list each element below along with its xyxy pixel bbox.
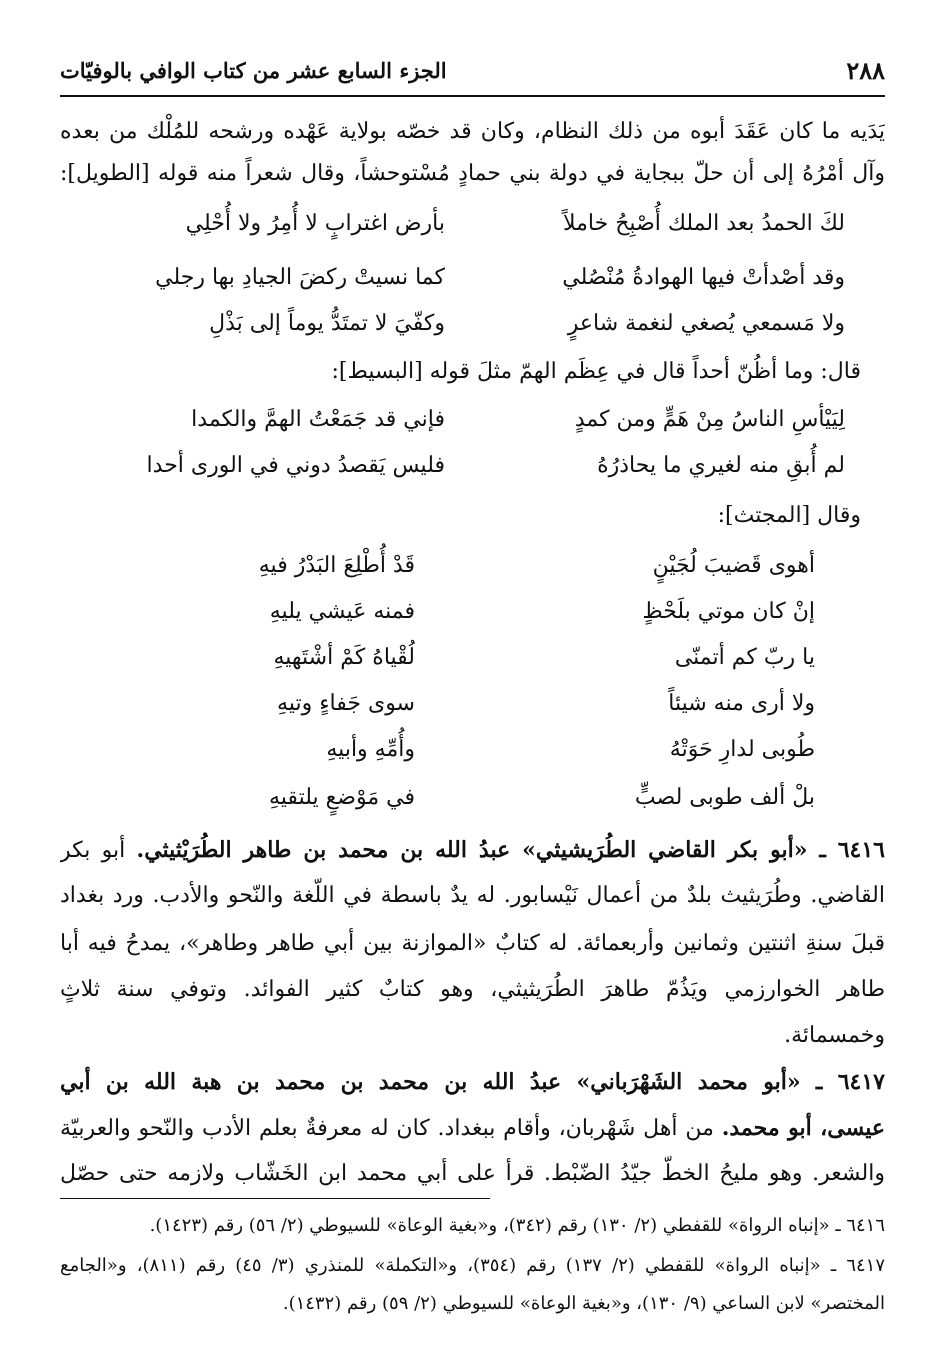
verse-first-hemistich: يا ربّ كم أتمنّى (674, 645, 815, 670)
verse-second-hemistich: فإني قد جَمَعْتُ الهمَّ والكمدا (191, 407, 445, 432)
header-rule (60, 95, 885, 97)
verse-line (60, 204, 885, 244)
page-number: ٢٨٨ (846, 56, 885, 85)
verse-second-hemistich: كما نسيتْ ركضَ الجيادِ بها رجلي (155, 265, 445, 290)
verse-first-hemistich: بلْ ألف طوبى لصبٍّ (634, 785, 815, 810)
verse-second-hemistich: قَدْ أُطْلِعَ البَدْرُ فيهِ (258, 553, 415, 578)
footnote-rule (60, 1198, 490, 1199)
footnote: المختصر» لابن الساعي (٩/ ١٣٠)، و«بغية الوعاة» للسيوطي (٢/ ٥٩) رقم (١٤٣٢). (282, 1293, 885, 1314)
body-line: وخمسمائة. (784, 1023, 885, 1048)
body-line: وقال [المجتث]: (717, 503, 861, 528)
verse-line (60, 446, 885, 486)
body-line: قال: وما أظُنّ أحداً قال في عِظَم الهمّ مثلَ قوله [البسيط]: (331, 359, 861, 384)
verse-line (60, 592, 885, 632)
verse-first-hemistich: لم أُبقِ منه لغيري ما يحاذرُهُ (597, 453, 845, 478)
verse-first-hemistich: طُوبى لدارِ حَوَتْهُ (669, 737, 815, 762)
verse-first-hemistich: أهوى قَضيبَ لُجَيْنٍ (652, 553, 815, 578)
verse-line (60, 400, 885, 440)
verse-second-hemistich: وأُمِّهِ وأبيهِ (326, 737, 415, 762)
verse-second-hemistich: وكفّيَ لا تمتَدُّ يوماً إلى بَذْلِ (209, 311, 445, 336)
running-title: الجزء السابع عشر من كتاب الوافي بالوفيّات (60, 58, 447, 83)
verse-line (60, 546, 885, 586)
entry-heading-line (60, 1062, 885, 1103)
body-line: والشعر. وهو مليحُ الخطّ جيّدُ الضّبْط. قرأ على أبي محمد ابن الخَشّاب ولازمه حتى حصّل (60, 1161, 885, 1186)
verse-second-hemistich: لُقْياهُ كَمْ أشْتَهيهِ (273, 645, 415, 670)
verse-second-hemistich: سوى جَفاءٍ وتيهِ (277, 691, 415, 716)
verse-second-hemistich: فمنه عَيشي يليهِ (269, 599, 415, 624)
verse-line (60, 304, 885, 344)
body-line: يَدَيه ما كان عَقَدَ أبوه من ذلك النظام، وكان قد خصّه بولاية عَهْده ورشحه للمُلْك من بعده (60, 119, 885, 144)
body-line: طاهر الخوارزمي ويَذُمّ طاهرَ الطُرَيثيثي، وهو كتابٌ كثير الفوائد. وتوفي سنة ثلاثٍ (60, 977, 885, 1002)
body-line (60, 1108, 885, 1149)
running-header (60, 52, 885, 96)
verse-first-hemistich: إنْ كان موتي بلَحْظٍ (642, 599, 815, 624)
verse-line (60, 258, 885, 298)
body-line: وآل أمْرُهُ إلى أن حلّ ببجاية في دولة بني حمادٍ مُسْتوحشاً، وقال شعراً منه قوله [الطويل]: (60, 161, 885, 186)
verse-second-hemistich: بأرض اغترابٍ لا أُمِرُ ولا أُحْلِي (185, 211, 445, 236)
entry-text: أبو بكر (60, 838, 126, 863)
body-line: قبلَ سنةِ اثنتين وثمانين وأربعمائة. له كتابٌ «الموازنة بين أبي طاهر وطاهر»، يمدحُ فيه أبا (60, 931, 885, 956)
verse-first-hemistich: لكَ الحمدُ بعد الملك أُصْبِحُ خاملاً (563, 211, 845, 236)
footnote: ٦٤١٦ ـ «إنباه الرواة» للقفطي (٢/ ١٣٠) رقم (٣٤٢)، و«بغية الوعاة» للسيوطي (٢/ ٥٦) رقم (١٤٢٣). (149, 1215, 885, 1236)
entry-lead: ٦٤١٦ ـ «أبو بكر القاضي الطُرَيشيثي» عبدُ الله بن محمد بن طاهر الطُرَيْثيثي. (136, 837, 885, 863)
footnote: ٦٤١٧ ـ «إنباه الرواة» للقفطي (٢/ ١٣٧) رقم (٣٥٤)، و«التكملة» للمنذري (٣/ ٤٥) رقم (٨١١)، و«الجامع (60, 1255, 885, 1276)
verse-first-hemistich: لِيَيْأسِ الناسُ مِنْ هَمٍّ ومن كمدٍ (574, 407, 845, 432)
entry-name: عيسى، أبو محمد. (721, 1115, 885, 1141)
verse-first-hemistich: وقد أصْدأتْ فيها الهوادةُ مُنْصُلي (562, 265, 845, 290)
verse-line (60, 730, 885, 770)
verse-first-hemistich: ولا أرى منه شيئاً (668, 691, 815, 716)
verse-second-hemistich: في مَوْضعٍ يلتقيهِ (269, 785, 415, 810)
verse-line (60, 684, 885, 724)
verse-second-hemistich: فليس يَقصدُ دوني في الورى أحدا (146, 453, 445, 478)
body-line: القاضي. وطُرَيثيث بلدٌ من أعمال نَيْسابور. له يدٌ باسطة في اللّغة والنّحو والأدب. ورد بغداد (60, 883, 885, 908)
verse-line (60, 638, 885, 678)
verse-line (60, 778, 885, 818)
entry-heading-line (60, 830, 885, 871)
entry-lead: ٦٤١٧ ـ «أبو محمد الشَهْرَباني» عبدُ الله بن محمد بن محمد بن هبة الله بن أبي (60, 1069, 885, 1095)
verse-first-hemistich: ولا مَسمعي يُصغي لنغمة شاعرٍ (567, 311, 845, 336)
entry-text: من أهل شَهْربان، وأقام ببغداد. كان له معرفةٌ بعلم الأدب والنّحو والعربيّة (60, 1116, 714, 1141)
